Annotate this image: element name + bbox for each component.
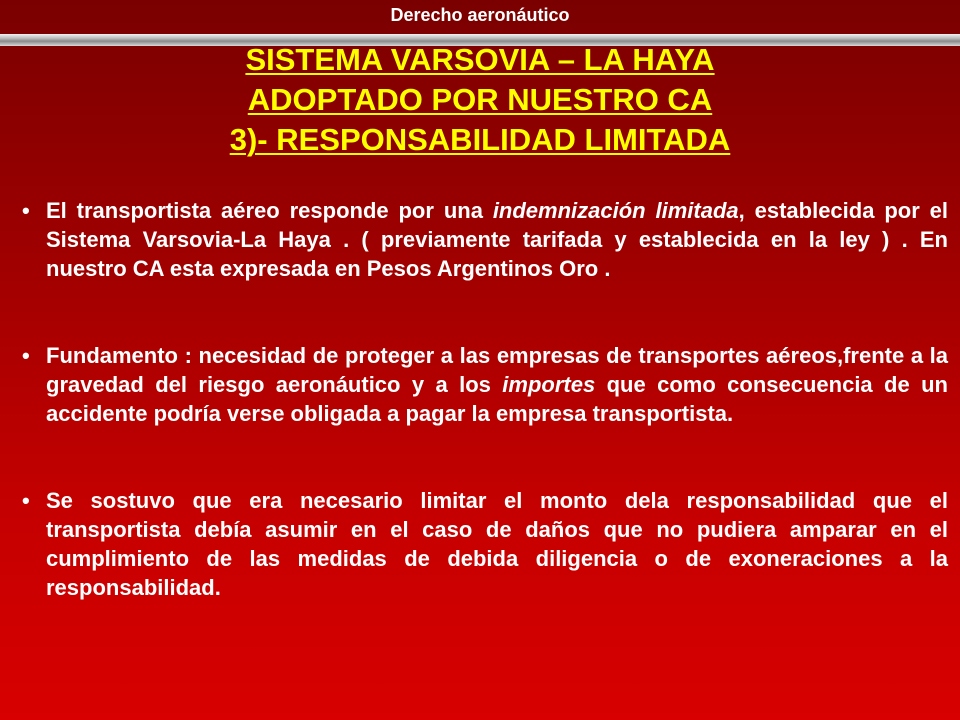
bullet-item <box>22 341 948 428</box>
bullet-emphasis: importes <box>502 372 596 397</box>
bullet-item <box>22 486 948 602</box>
bullet-text: El transportista aéreo responde por una <box>46 198 493 223</box>
bullet-list <box>22 196 948 602</box>
slide-title <box>0 40 960 160</box>
bullet-item <box>22 196 948 283</box>
title-line-3: 3)- RESPONSABILIDAD LIMITADA <box>229 122 731 157</box>
bullet-text: Fundamento : necesidad de proteger a las empresas de transportes aéreos,frente a la gravedad del riesgo aeronáutico y a los <box>46 343 948 397</box>
bullet-emphasis: indemnización limitada <box>492 198 739 223</box>
bullet-text: que como consecuencia de un accidente podría verse obligada a pagar la empresa transportista. <box>46 372 948 426</box>
bullet-text: Se sostuvo que era necesario limitar el monto dela responsabilidad que el transportista debía asumir en el caso de daños que no pudiera amparar en el cumplimiento de las medidas de debida diligencia o de exoneraciones a la responsabilidad. <box>46 488 948 600</box>
title-line-2: ADOPTADO POR NUESTRO CA <box>247 82 713 117</box>
bullet-text: , establecida por el Sistema Varsovia-La Haya . ( previamente tarifada y establecida en la ley ) . En nuestro CA esta expresada en Pesos Argentinos Oro . <box>46 198 948 281</box>
title-line-1: SISTEMA VARSOVIA – LA HAYA <box>245 42 715 77</box>
header-title: Derecho aeronáutico <box>390 5 570 25</box>
